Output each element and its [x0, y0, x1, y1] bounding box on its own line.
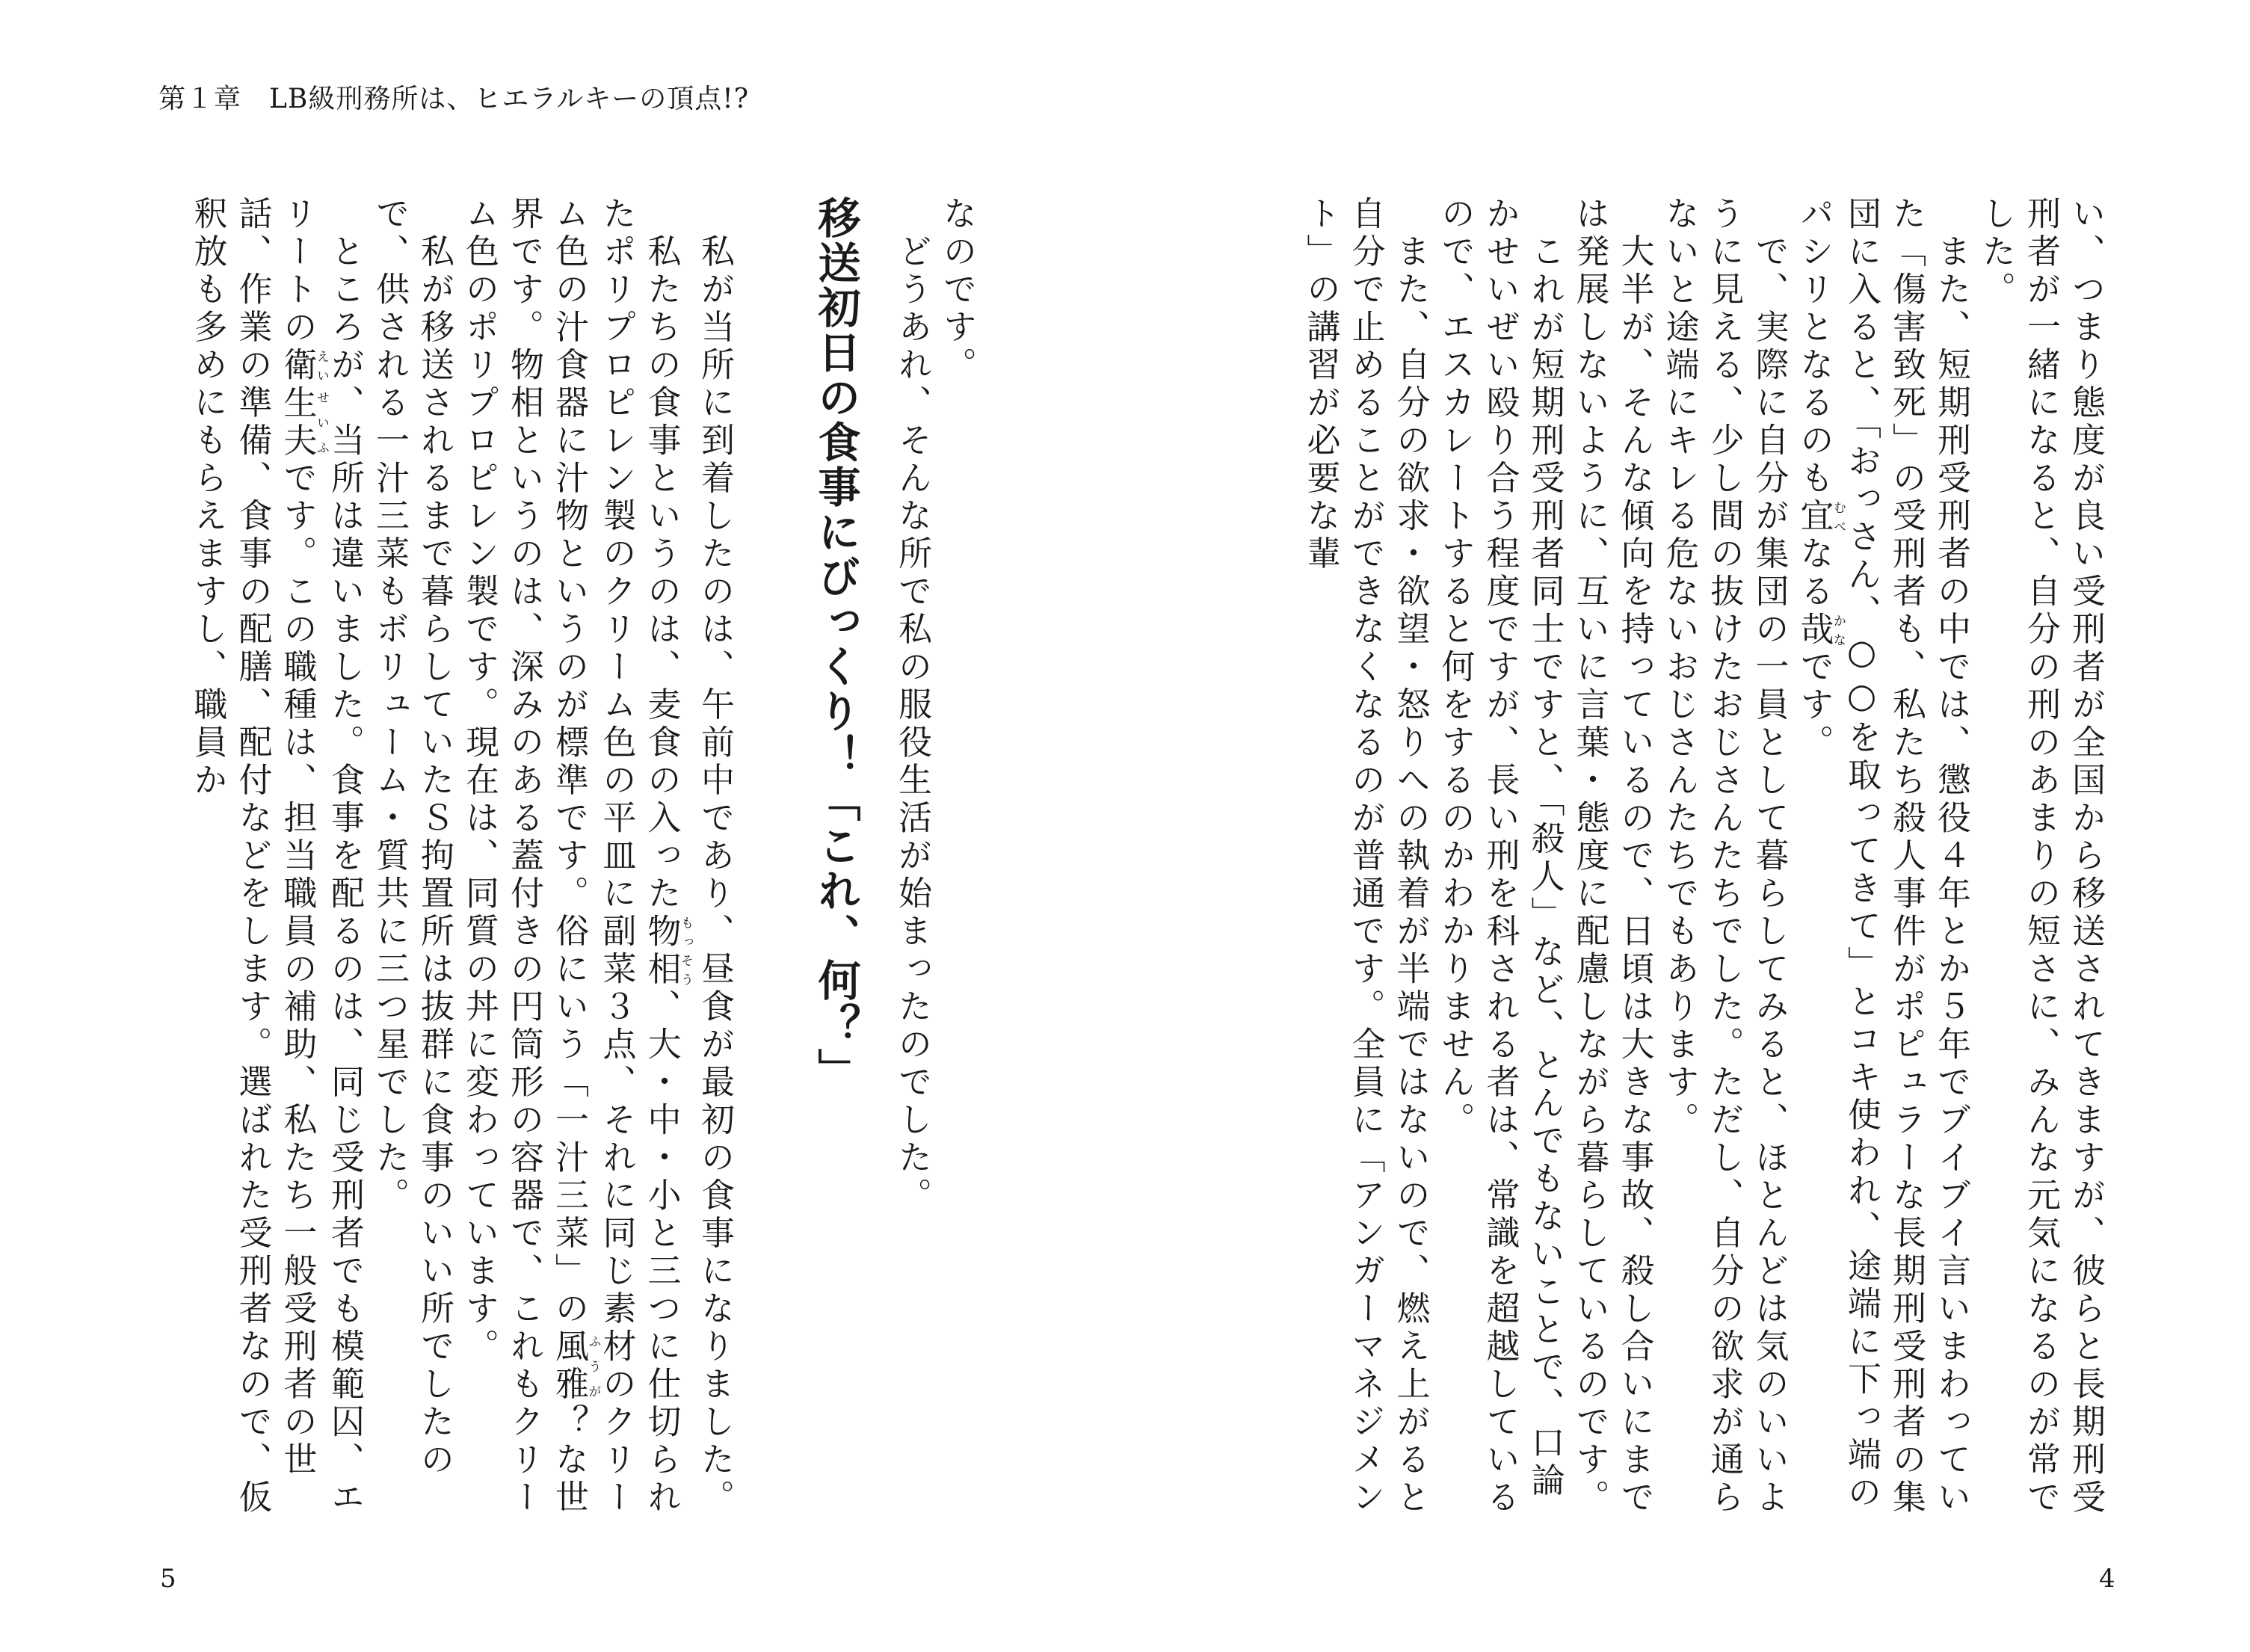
text-segment: 、大・中・小と三つに仕切られたポリプロピレン製のクリーム色の平皿に副菜３点、それに同じ素材のクリーム色の汁食器に汁物というのが標準です。俗にいう「一汁三菜」の: [549, 196, 682, 1517]
ruby-reading: せいふ: [314, 384, 329, 460]
text-segment: です。: [1794, 649, 1834, 762]
paragraph: どうあれ、そんな所で私の服役生活が始まったのでした。: [893, 196, 932, 1215]
paragraph: また、自分の欲求・欲望・怒りへの執着が半端ではないので、燃え上がると自分で止めることができなくなるのが普通です。全員に「アンガーマネジメント」の講習が必要な輩: [1301, 196, 1431, 1517]
paragraph: [1792, 196, 1974, 1526]
ruby-reading: えい: [314, 347, 329, 385]
ruby-base: 物相: [641, 913, 682, 989]
paragraph: で、実際に自分が集団の一員として暮らしてみると、ほとんどは気のいいように見える、少し間の抜けたおじさんたちでした。ただし、自分の欲求が通らないと途端にキレる危ないおじさんたちでもあります。: [1659, 196, 1790, 1517]
paragraph: 私が移送されるまで暮らしていたＳ拘置所は抜群に食事のいい所でしたので、供される一汁三菜もボリューム・質共に三つ星でした。: [370, 196, 454, 1479]
text-segment: また、短期刑受刑者の中では、懲役４年とか５年でブイブイ言いまわっていた「傷害致死」の受刑者も、私たち殺人事件がポピュラーな長期刑受刑者の集団に入ると、「おっさん、○○を取ってきて」とコキ使われ、途端に下っ端のパシリとなるのも: [1794, 196, 1971, 1517]
paragraph: い、つまり態度が良い受刑者が全国から移送されてきますが、彼らと長期刑受刑者が一緒になると、自分の刑のあまりの短さに、みんな元気になるのが常でした。: [1976, 196, 2106, 1517]
ruby-base: 衛: [277, 347, 318, 385]
ruby-mube: [1794, 498, 1846, 536]
right-page-body: [1297, 196, 2108, 1526]
ruby-reading: ふうが: [585, 1328, 601, 1404]
ruby-base: 風雅: [549, 1328, 589, 1404]
ruby-eisei-2: [277, 384, 329, 460]
paragraph: [457, 196, 692, 1526]
text-segment: です。この職種は、担当職員の補助、私たち一般受刑者の世話、作業の準備、食事の配膳、配付などをします。選ばれた受刑者なので、仮釈放も多めにもらえますし、職員か: [188, 196, 318, 1517]
ruby-eisei-1: [277, 347, 329, 385]
ruby-base: 哉: [1794, 611, 1834, 649]
running-head: 第１章 LB級刑務所は、ヒエラルキーの頂点!?: [158, 84, 750, 114]
ruby-kana: [1794, 611, 1846, 650]
ruby-base: 宜: [1794, 498, 1834, 536]
paragraph: 大半が、そんな傾向を持っているので、日頃は大きな事故、殺し合いにまでは発展しないように、互いに言葉・態度に配慮しながら暮らしているのです。: [1570, 196, 1655, 1517]
ruby-reading: もっそう: [678, 913, 693, 989]
page-number-right: 4: [2099, 1564, 2115, 1594]
text-segment: ところが、当所は違いました。食事を配るのは、同じ受刑者でも模範囚、エリートの: [277, 196, 365, 1517]
paragraph: これが短期刑受刑者同士ですと、「殺人」など、とんでもないことで、口論かせいぜい殴り合う程度ですが、長い刑を科される者は、常識を超越しているので、エスカレートすると何をするのかわかりません。: [1435, 196, 1565, 1517]
ruby-reading: かな: [1831, 611, 1846, 649]
ruby-fuga: [549, 1328, 601, 1404]
text-segment: なる: [1794, 535, 1834, 611]
page-number-left: 5: [160, 1564, 176, 1594]
text-segment: 私たちの食事というのは、麦食の入った: [641, 196, 682, 913]
ruby-base: 生夫: [277, 384, 318, 460]
paragraph: なのです。: [937, 196, 977, 385]
ruby-mossou: [641, 913, 693, 989]
section-heading: 移送初日の食事にびっくり！「これ、何？」: [811, 196, 860, 1093]
left-page-body: [153, 196, 979, 1526]
paragraph: 私が当所に到着したのは、午前中であり、昼食が最初の食事になりました。: [695, 196, 735, 1517]
paragraph: [185, 196, 368, 1526]
text-segment: ？な世界です。物相というのは、深みのある蓋付きの円筒形の容器で、これもクリーム色のポリプロピレン製です。現在は、同質の丼に変わっています。: [460, 196, 589, 1517]
ruby-reading: むべ: [1831, 498, 1846, 536]
